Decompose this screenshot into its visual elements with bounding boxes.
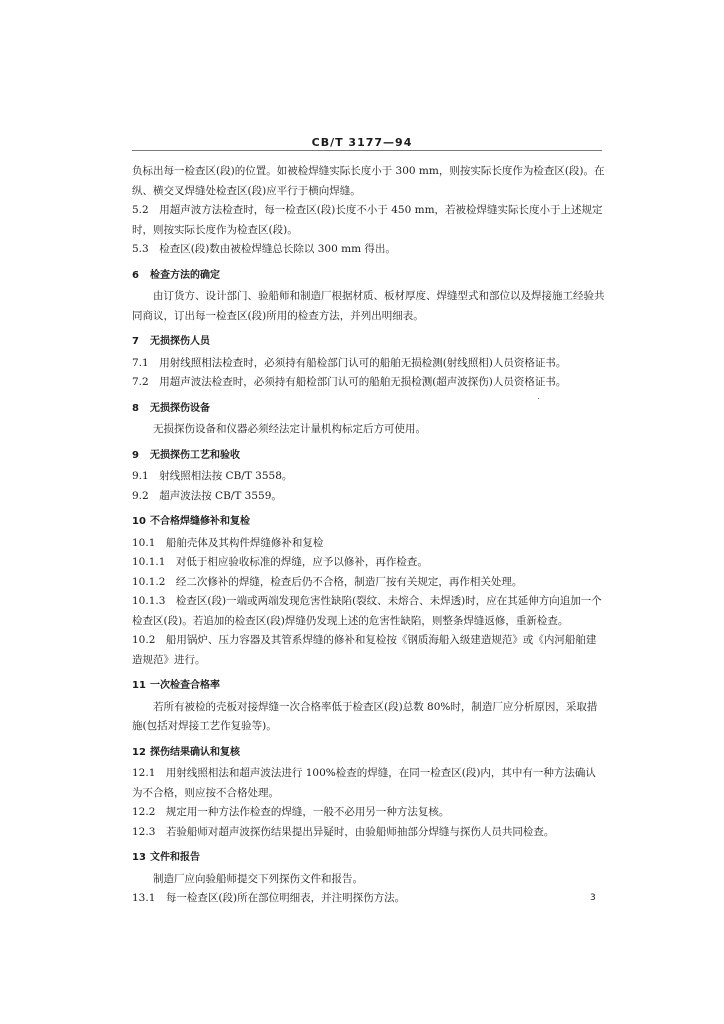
clause-paragraph: 7.2 用超声波法检查时，必须持有船检部门认可的船舶无损检测(超声波探伤)人员资格证书。 — [132, 376, 567, 388]
section-heading — [132, 397, 606, 421]
body-paragraph: 若所有被检的壳板对接焊缝一次合格率低于检查区(段)总数 80%时，制造厂应分析原因，采取措施(包括对焊接工艺作复验等)。 — [132, 700, 598, 732]
section-heading — [132, 674, 606, 698]
section-heading — [132, 510, 606, 534]
clause-paragraph: 负标出每一检查区(段)的位置。如被检焊缝实际长度小于 300 mm，则按实际长度作为检查区(段)。在纵、横交叉焊缝处检查区(段)应平行于横向焊缝。 — [132, 165, 605, 197]
section-title: 无损探伤工艺和验收 — [150, 449, 240, 461]
clause-paragraph: 10.2 船用锅炉、压力容器及其管系焊缝的修补和复检按《钢质海船入级建造规范》或《内河船舶建造规范》进行。 — [132, 634, 597, 666]
section-title: 不合格焊缝修补和复检 — [150, 516, 250, 527]
section-title: 无损探伤设备 — [150, 402, 210, 414]
section-title: 无损探伤人员 — [150, 336, 210, 347]
section-title: 文件和报告 — [150, 852, 200, 863]
section-heading — [132, 741, 606, 765]
clause-paragraph: 5.2 用超声波方法检查时，每一检查区(段)长度不小于 450 mm，若被检焊缝实际长度小于上述规定时，则按实际长度作为检查区(段)。 — [132, 204, 603, 236]
document-body — [132, 162, 606, 909]
scan-speck — [538, 398, 539, 399]
header-rule — [132, 150, 602, 151]
clause-paragraph: 12.2 规定用一种方法作检查的焊缝，一般不必用另一种方法复核。 — [132, 806, 450, 818]
clause-paragraph: 7.1 用射线照相法检查时，必须持有船检部门认可的船舶无损检测(射线照相)人员资格证书。 — [132, 356, 567, 369]
section-number: 13 — [132, 852, 146, 863]
section-title: 探伤结果确认和复核 — [150, 746, 240, 758]
clause-paragraph: 9.2 超声波法按 CB/T 3559。 — [132, 489, 282, 502]
section-title: 检查方法的确定 — [150, 269, 220, 281]
clause-paragraph: 12.3 若验船师对超声波探伤结果提出异疑时，由验船师抽部分焊缝与探伤人员共同检查。 — [132, 825, 555, 838]
clause-paragraph: 10.1.2 经二次修补的焊缝，检查后仍不合格，制造厂按有关规定，再作相关处理。 — [132, 575, 523, 588]
section-heading — [132, 846, 606, 870]
section-number: 12 — [132, 746, 146, 758]
clause-paragraph: 13.1 每一检查区(段)所在部位明细表，并注明探伤方法。 — [132, 892, 406, 904]
clause-paragraph: 5.3 检查区(段)数由被检焊缝总长除以 300 mm 得出。 — [132, 243, 396, 255]
standard-code-header: CB/T 3177—94 — [311, 136, 413, 149]
body-paragraph: 由订货方、设计部门、验船师和制造厂根据材质、板材厚度、焊缝型式和部位以及焊接施工经验共同商议，订出每一检查区(段)所用的检查方法，并列出明细表。 — [132, 290, 605, 322]
section-heading — [132, 264, 606, 288]
section-number: 11 — [132, 680, 146, 691]
section-number: 10 — [132, 516, 146, 527]
section-title: 一次检查合格率 — [150, 680, 220, 691]
clause-paragraph: 10.1.3 检查区(段)一端或两端发现危害性缺陷(裂纹、未熔合、未焊透)时，应在其延伸方向追加一个检查区(段)。若追加的检查区(段)焊缝仍发现上述的危害性缺陷，则整条焊缝返修，重新检查。 — [132, 595, 602, 627]
clause-paragraph: 12.1 用射线照相法和超声波法进行 100%检查的焊缝，在同一检查区(段)内，其中有一种方法确认为不合格，则应按不合格处理。 — [132, 767, 596, 799]
section-number: 6 — [132, 269, 139, 281]
body-paragraph: 无损探伤设备和仪器必须经法定计量机构标定后方可使用。 — [153, 423, 426, 435]
body-paragraph: 制造厂应向验船师提交下列探伤文件和报告。 — [153, 872, 363, 885]
clause-paragraph: 9.1 射线照相法按 CB/T 3558。 — [132, 470, 293, 482]
section-heading — [132, 330, 606, 354]
section-number: 9 — [132, 449, 139, 461]
clause-paragraph: 10.1 船舶壳体及其构件焊缝修补和复检 — [132, 536, 324, 549]
section-number: 7 — [132, 336, 139, 347]
section-heading — [132, 444, 606, 468]
page-number: 3 — [590, 893, 596, 903]
section-number: 8 — [132, 402, 139, 414]
clause-paragraph: 10.1.1 对低于相应验收标准的焊缝，应予以修补，再作检查。 — [132, 556, 428, 568]
